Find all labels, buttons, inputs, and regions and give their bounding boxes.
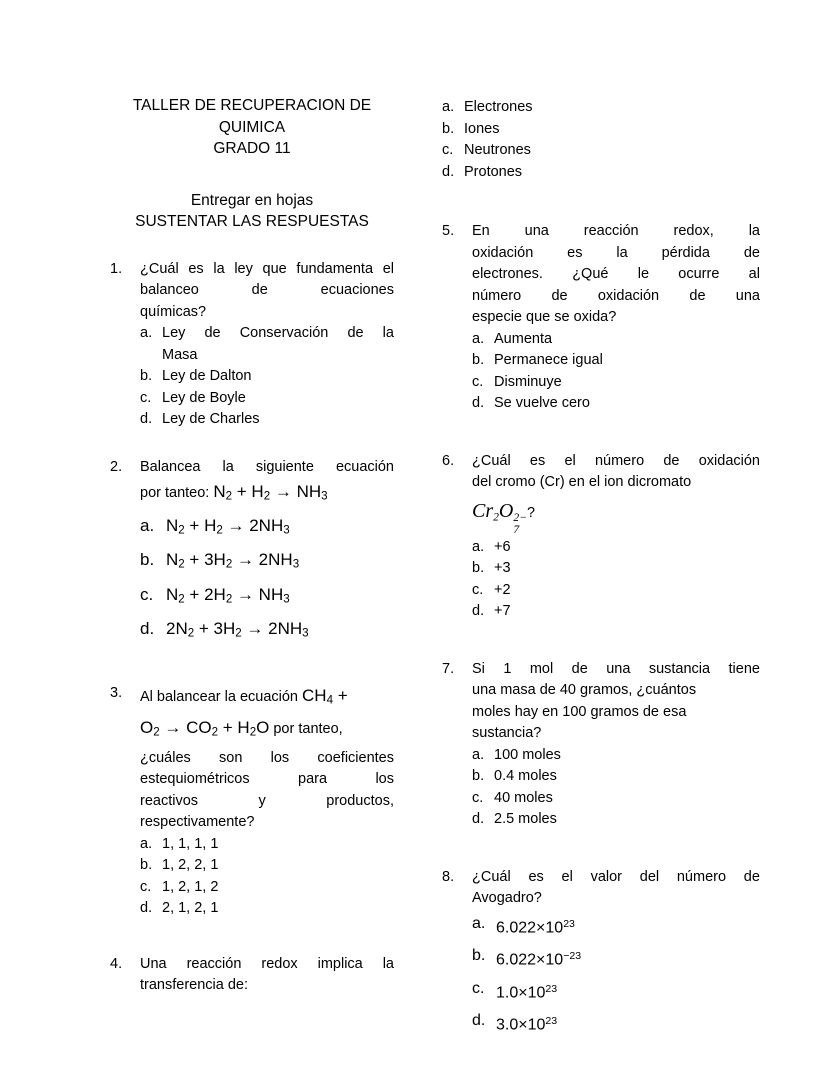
question-5 xyxy=(442,221,760,415)
formula-sub-2: 2 xyxy=(493,510,499,524)
exponent: 23 xyxy=(563,917,575,930)
subtitle-line-2: SUSTENTAR LAS RESPUESTAS xyxy=(135,213,369,230)
option-item[interactable] xyxy=(472,350,760,372)
question-3-body xyxy=(140,683,394,920)
question-5-text-line-2: oxidación es la pérdida de xyxy=(472,244,760,261)
question-3-number: 3. xyxy=(110,684,123,701)
option-item[interactable] xyxy=(472,393,760,415)
question-7-body xyxy=(472,659,760,831)
exponent: 23 xyxy=(545,1014,558,1027)
option-item[interactable] xyxy=(442,162,760,184)
option-letter: b. xyxy=(140,550,155,570)
title-line-3: GRADO 11 xyxy=(213,140,291,157)
question-5-text-line-5: especie que se oxida? xyxy=(472,309,617,325)
option-letter: d. xyxy=(472,603,485,620)
option-letter: d. xyxy=(472,1011,486,1029)
question-1 xyxy=(110,259,394,431)
question-1-number: 1. xyxy=(110,260,123,277)
option-item[interactable] xyxy=(472,788,760,810)
document-subtitle-block xyxy=(110,190,394,233)
question-3-options xyxy=(140,834,394,920)
option-item[interactable] xyxy=(140,511,394,546)
question-8 xyxy=(442,867,760,1039)
option-item[interactable] xyxy=(140,580,394,615)
option-label: Protones xyxy=(464,163,523,180)
option-label: Neutrones xyxy=(464,142,531,158)
option-letter: c. xyxy=(140,584,154,604)
option-letter: a. xyxy=(140,835,153,852)
question-3-intro-line xyxy=(140,683,394,714)
question-1-text-line-3: químicas? xyxy=(140,303,207,320)
option-letter: a. xyxy=(140,325,153,341)
option-label: Se vuelve cero xyxy=(494,395,590,411)
option-label: Ley de Dalton xyxy=(162,368,252,384)
question-6-body xyxy=(472,451,760,623)
option-letter: b. xyxy=(140,857,153,874)
option-item[interactable] xyxy=(140,898,394,920)
question-3-intro-prefix: Al balancear la ecuación xyxy=(140,688,303,705)
question-7 xyxy=(442,659,760,831)
mantissa: 3.0×10 xyxy=(496,1016,546,1034)
question-2-text-line-1: Balancea la siguiente ecuación xyxy=(140,458,394,475)
question-7-number: 7. xyxy=(442,660,455,677)
question-3 xyxy=(110,683,394,920)
question-6-text-line-1: ¿Cuál es el número de oxidación xyxy=(472,452,760,469)
option-letter: c. xyxy=(472,581,484,598)
question-5-number: 5. xyxy=(442,223,455,239)
option-letter: a. xyxy=(472,538,485,555)
option-item[interactable] xyxy=(472,1007,760,1039)
option-letter: c. xyxy=(472,373,484,390)
question-6 xyxy=(442,451,760,623)
option-item[interactable] xyxy=(472,329,760,351)
document-title-block xyxy=(110,95,394,160)
option-label: +6 xyxy=(494,538,511,555)
exponent: 23 xyxy=(545,982,558,995)
option-label: 100 moles xyxy=(494,746,561,763)
option-item[interactable] xyxy=(140,877,394,899)
formula-subscript-7: 7 xyxy=(513,523,520,537)
question-7-text-line-3: moles hay en 100 gramos de esa xyxy=(472,703,687,720)
option-item[interactable] xyxy=(442,140,760,162)
option-label: +2 xyxy=(494,581,511,598)
option-item[interactable] xyxy=(472,745,760,767)
question-6-options xyxy=(472,537,760,623)
question-8-body xyxy=(472,867,760,1039)
option-item[interactable] xyxy=(472,942,760,974)
option-item[interactable] xyxy=(140,545,394,580)
option-letter: b. xyxy=(472,560,485,577)
option-letter: d. xyxy=(140,411,153,427)
option-item[interactable] xyxy=(472,537,760,559)
option-label: 40 moles xyxy=(494,789,553,806)
question-8-text-line-2: Avogadro? xyxy=(472,890,542,907)
option-letter: d. xyxy=(472,395,485,411)
option-item[interactable] xyxy=(140,409,394,431)
question-5-text-line-4: número de oxidación de una xyxy=(472,287,760,304)
option-label xyxy=(162,323,394,366)
option-label: 1, 2, 2, 1 xyxy=(162,857,219,874)
option-label: Ley de Charles xyxy=(162,411,260,427)
option-item[interactable] xyxy=(442,97,760,119)
question-3-text-line-2: estequiométricos para los xyxy=(140,771,394,788)
option-letter: d. xyxy=(472,811,485,828)
question-1-text-line-1: ¿Cuál es la ley que fundamenta el xyxy=(140,260,394,277)
option-label: 1, 1, 1, 1 xyxy=(162,835,219,852)
option-item[interactable] xyxy=(140,366,394,388)
question-1-text-line-2: balanceo de ecuaciones xyxy=(140,282,394,298)
question-1-options xyxy=(140,323,394,431)
option-item[interactable] xyxy=(140,388,394,410)
question-7-text-line-2: una masa de 40 gramos, ¿cuántos xyxy=(472,682,697,699)
option-letter: d. xyxy=(442,163,455,180)
option-letter: a. xyxy=(472,914,486,932)
option-item[interactable] xyxy=(472,910,760,942)
formula-superscript-charge: 2− xyxy=(513,511,527,525)
option-letter: a. xyxy=(472,746,485,763)
question-3-equation-suffix: por tanteo, xyxy=(269,721,343,738)
option-label: Disminuye xyxy=(494,373,562,390)
formula-question-mark: ? xyxy=(527,504,536,521)
title-line-1: TALLER DE RECUPERACION DE xyxy=(132,97,372,114)
option-line-1: Ley de Conservación de la xyxy=(162,325,394,341)
title-line-2: QUIMICA xyxy=(218,118,286,136)
left-column xyxy=(0,95,414,997)
option-item[interactable] xyxy=(472,766,760,788)
option-scientific-value xyxy=(496,942,760,974)
option-scientific-value xyxy=(496,975,760,1007)
option-label: 2.5 moles xyxy=(494,811,557,828)
mantissa: 1.0×10 xyxy=(496,983,546,1001)
option-letter: c. xyxy=(140,878,152,895)
question-3-text-line-4: respectivamente? xyxy=(140,814,255,831)
option-label: 2, 1, 2, 1 xyxy=(162,900,219,917)
option-item[interactable] xyxy=(472,558,760,580)
option-label: +7 xyxy=(494,603,511,620)
option-equation: $N_2 + 2H_2 \to NH_3$ xyxy=(166,584,290,606)
question-3-text-line-3: reactivos y productos, xyxy=(140,792,394,809)
dichromate-ion-formula xyxy=(472,496,760,536)
option-equation: $2N_2 + 3H_2 \to 2NH_3$ xyxy=(166,619,309,640)
option-item[interactable] xyxy=(140,855,394,877)
right-column xyxy=(414,95,828,1039)
question-4 xyxy=(110,954,394,997)
question-2-body xyxy=(140,457,394,649)
option-label: 1, 2, 1, 2 xyxy=(162,878,219,895)
option-item[interactable] xyxy=(140,323,394,366)
question-8-number: 8. xyxy=(442,868,455,885)
question-3-formula-2: $O_2 \to CO_2 + H_2O$ xyxy=(140,718,270,739)
exponent: −23 xyxy=(563,950,582,963)
option-scientific-value xyxy=(496,1007,760,1039)
option-item[interactable] xyxy=(472,809,760,831)
question-5-options xyxy=(472,329,760,415)
formula-element-o: O xyxy=(498,499,514,522)
option-letter: a. xyxy=(442,99,455,115)
question-1-body xyxy=(140,259,394,431)
option-letter: c. xyxy=(472,979,485,997)
option-item[interactable] xyxy=(472,580,760,602)
question-4-text-line-2: transferencia de: xyxy=(140,977,248,994)
question-4-options xyxy=(442,97,760,183)
question-2-number: 2. xyxy=(110,458,123,475)
option-letter: c. xyxy=(442,142,454,158)
question-6-text-line-2: del cromo (Cr) en el ion dicromato xyxy=(472,474,692,490)
option-label: 0.4 moles xyxy=(494,768,557,785)
question-3-equation-line xyxy=(140,713,394,748)
option-letter: d. xyxy=(140,619,155,639)
option-letter: b. xyxy=(472,947,486,965)
question-3-text-line-1: ¿cuáles son los coeficientes xyxy=(140,749,394,766)
option-letter: d. xyxy=(140,900,153,917)
option-scientific-value xyxy=(496,910,760,942)
question-8-options xyxy=(472,910,760,1039)
option-item[interactable] xyxy=(472,975,760,1007)
question-5-text-line-1: En una reacción redox, la xyxy=(472,223,760,239)
option-label: Permanece igual xyxy=(494,352,603,368)
option-item[interactable] xyxy=(472,372,760,394)
formula-element-cr: Cr xyxy=(472,499,494,522)
option-label: Ley de Boyle xyxy=(162,389,246,406)
question-4-body xyxy=(140,954,394,997)
option-item[interactable] xyxy=(442,119,760,141)
option-item[interactable] xyxy=(472,601,760,623)
equation-lead-formula: $N_2 + H_2 \to NH_3$ xyxy=(213,482,328,503)
option-letter: b. xyxy=(442,120,455,137)
option-letter: a. xyxy=(472,330,485,347)
option-line-2: Masa xyxy=(162,346,198,363)
option-letter: a. xyxy=(140,515,155,535)
option-equation: $N_2 + H_2 \to 2NH_3$ xyxy=(166,515,290,537)
question-7-options xyxy=(472,745,760,831)
question-5-body xyxy=(472,221,760,415)
question-4-text-line-1: Una reacción redox implica la xyxy=(140,955,394,972)
option-label: Iones xyxy=(464,120,500,137)
mantissa: 6.022×10 xyxy=(496,919,564,937)
two-column-body xyxy=(0,95,828,1039)
option-item[interactable] xyxy=(140,614,394,649)
question-2-equation-lead xyxy=(140,478,394,511)
equation-lead-prefix: por tanteo: xyxy=(140,485,214,501)
option-label: Electrones xyxy=(464,99,533,115)
subtitle-line-1: Entregar en hojas xyxy=(190,191,314,209)
option-label: Aumenta xyxy=(494,330,553,347)
formula-charge-stack xyxy=(513,512,527,536)
option-item[interactable] xyxy=(140,834,394,856)
option-letter: c. xyxy=(140,389,152,406)
option-label: +3 xyxy=(494,560,511,577)
question-5-text-line-3: electrones. ¿Qué le ocurre al xyxy=(472,266,760,282)
option-letter: c. xyxy=(472,789,484,806)
option-letter: b. xyxy=(472,352,485,368)
option-equation: $N_2 + 3H_2 \to 2NH_3$ xyxy=(166,550,300,571)
question-7-text-line-4: sustancia? xyxy=(472,725,542,742)
question-3-formula-1: $CH_4$ + xyxy=(302,685,348,707)
question-8-text-line-1: ¿Cuál es el valor del número de xyxy=(472,868,760,885)
question-7-text-line-1: Si 1 mol de una sustancia tiene xyxy=(472,660,760,677)
question-2-options xyxy=(140,511,394,649)
option-letter: b. xyxy=(472,768,485,785)
question-4-number: 4. xyxy=(110,955,123,972)
mantissa: 6.022×10 xyxy=(496,951,564,969)
option-letter: b. xyxy=(140,368,153,384)
question-2 xyxy=(110,457,394,649)
question-6-number: 6. xyxy=(442,452,455,469)
